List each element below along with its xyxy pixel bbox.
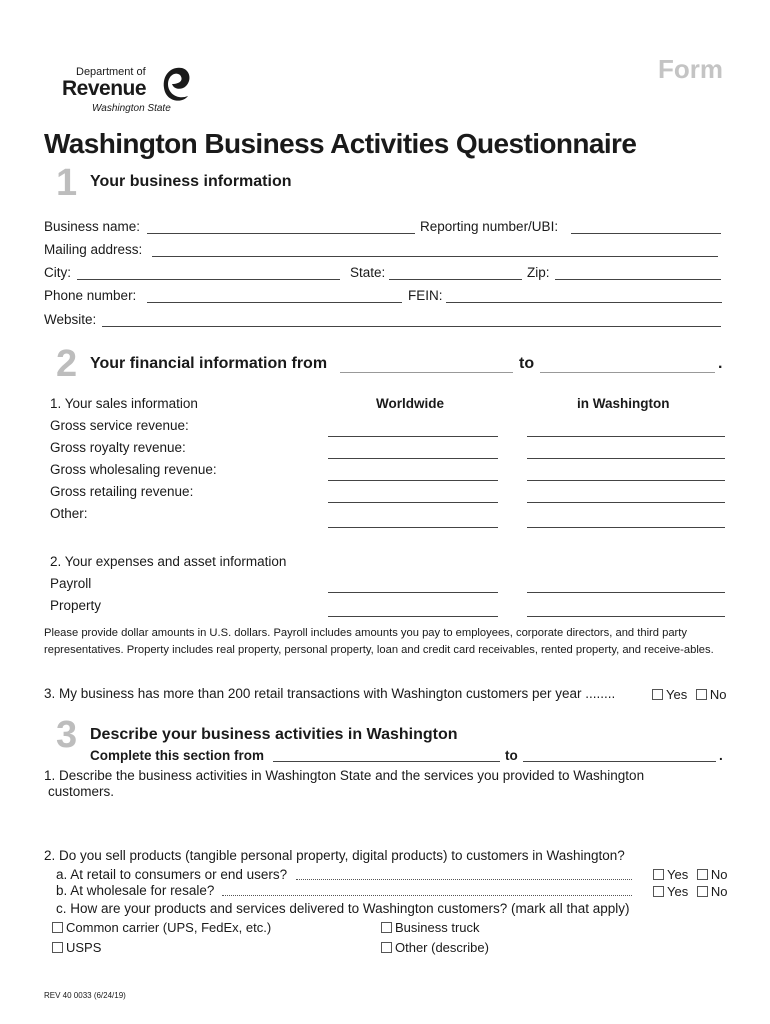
form-title: Washington Business Activities Questionnaire	[44, 128, 637, 159]
q2a-yes-checkbox[interactable]	[653, 869, 664, 880]
website-field[interactable]	[102, 326, 721, 327]
agency-line3: Washington State	[92, 103, 171, 114]
expenses-heading: 2. Your expenses and asset information	[50, 554, 287, 569]
q2a-yes-label: Yes	[667, 867, 689, 882]
revenue-logo-icon	[158, 62, 194, 104]
fein-label: FEIN:	[408, 288, 443, 303]
amounts-note: Please provide dollar amounts in U.S. dollars. Payroll includes amounts you pay to employees, corporate directors, and third party representatives. Property includes real property, personal property, loan and credit card receivables, rented property, and receive-ables.	[44, 627, 714, 656]
phone-field[interactable]	[147, 302, 402, 303]
activity-period-end-field[interactable]	[523, 761, 716, 762]
phone-label: Phone number:	[44, 288, 137, 303]
retailing-revenue-washington-field[interactable]	[527, 502, 725, 503]
fein-field[interactable]	[446, 302, 722, 303]
sales-row-label: Gross wholesaling revenue:	[50, 462, 217, 477]
delivery-option-usps	[52, 940, 101, 955]
business-name-field[interactable]	[147, 233, 415, 234]
section3-period-label: Complete this section from	[90, 748, 265, 763]
q2b-text: b. At wholesale for resale?	[56, 883, 215, 898]
other-revenue-worldwide-field[interactable]	[328, 527, 498, 528]
q1-line2: customers.	[48, 784, 115, 799]
q1-answer-area[interactable]	[44, 802, 724, 846]
col-washington: in Washington	[577, 396, 670, 411]
agency-line1: Department of	[76, 66, 146, 78]
q1-line1: 1. Describe the business activities in Washington State and the services you provided to Washington	[44, 768, 645, 783]
other-describe-checkbox[interactable]	[381, 942, 392, 953]
delivery-option-label: USPS	[66, 940, 102, 955]
sales-heading: 1. Your sales information	[50, 396, 198, 411]
common-carrier-checkbox[interactable]	[52, 922, 63, 933]
activity-period-start-field[interactable]	[273, 761, 500, 762]
footer-form-code: REV 40 0033 (6/24/19)	[44, 991, 126, 1000]
expense-row-label: Payroll	[50, 576, 92, 591]
section3-title: Describe your business activities in Washington	[90, 726, 458, 743]
city-field[interactable]	[77, 279, 340, 280]
q2b-answers	[653, 884, 727, 899]
section3-period: .	[719, 748, 723, 763]
q3-no-label: No	[709, 687, 727, 702]
q2b-yes-checkbox[interactable]	[653, 886, 664, 897]
wholesaling-revenue-washington-field[interactable]	[527, 480, 725, 481]
q2b-yes-label: Yes	[667, 884, 689, 899]
col-worldwide: Worldwide	[376, 396, 445, 411]
q3-yes-label: Yes	[666, 687, 688, 702]
retailing-revenue-worldwide-field[interactable]	[328, 502, 498, 503]
q2a-answers	[653, 867, 727, 882]
q3-answers	[652, 687, 726, 702]
sales-row-label: Gross service revenue:	[50, 418, 189, 433]
delivery-option-label: Common carrier (UPS, FedEx, etc.)	[66, 920, 272, 935]
delivery-option-other	[381, 940, 489, 955]
financial-period-start-field[interactable]	[340, 372, 513, 373]
delivery-option-label: Other (describe)	[395, 940, 489, 955]
mailing-address-field[interactable]	[152, 256, 718, 257]
royalty-revenue-worldwide-field[interactable]	[328, 458, 498, 459]
q2a-text: a. At retail to consumers or end users?	[56, 867, 288, 882]
city-label: City:	[44, 265, 71, 280]
reporting-number-label: Reporting number/UBI:	[420, 219, 559, 234]
financial-period-end-field[interactable]	[540, 372, 715, 373]
agency-logo	[62, 62, 202, 122]
section2-period: .	[718, 355, 723, 372]
section3-number: 3	[56, 714, 78, 756]
zip-field[interactable]	[555, 279, 721, 280]
royalty-revenue-washington-field[interactable]	[527, 458, 725, 459]
section2-title: Your financial information from	[90, 355, 328, 372]
sales-row-label: Gross royalty revenue:	[50, 440, 186, 455]
reporting-number-field[interactable]	[571, 233, 721, 234]
payroll-washington-field[interactable]	[527, 592, 725, 593]
agency-line2: Revenue	[62, 77, 147, 100]
zip-label: Zip:	[527, 265, 550, 280]
q2-text: 2. Do you sell products (tangible personal property, digital products) to customers in Washington?	[44, 848, 625, 863]
delivery-option-business-truck	[381, 920, 480, 935]
property-worldwide-field[interactable]	[328, 616, 498, 617]
section2-number: 2	[56, 343, 78, 385]
q2b-no-label: No	[710, 884, 728, 899]
expense-row-label: Property	[50, 598, 102, 613]
wholesaling-revenue-worldwide-field[interactable]	[328, 480, 498, 481]
delivery-option-common-carrier	[52, 920, 271, 935]
property-washington-field[interactable]	[527, 616, 725, 617]
usps-checkbox[interactable]	[52, 942, 63, 953]
q3-yes-checkbox[interactable]	[652, 689, 663, 700]
q2c-text: c. How are your products and services delivered to Washington customers? (mark all that apply)	[56, 901, 630, 916]
payroll-worldwide-field[interactable]	[328, 592, 498, 593]
section2-to: to	[519, 355, 535, 372]
state-field[interactable]	[389, 279, 522, 280]
section1-number: 1	[56, 162, 78, 204]
business-name-label: Business name:	[44, 219, 141, 234]
business-truck-checkbox[interactable]	[381, 922, 392, 933]
q3-no-checkbox[interactable]	[696, 689, 707, 700]
q3-text: 3. My business has more than 200 retail transactions with Washington customers per year ........	[44, 686, 616, 701]
delivery-option-label: Business truck	[395, 920, 480, 935]
service-revenue-worldwide-field[interactable]	[328, 436, 498, 437]
q2b-no-checkbox[interactable]	[697, 886, 708, 897]
other-revenue-washington-field[interactable]	[527, 527, 725, 528]
state-label: State:	[350, 265, 386, 280]
q2b-leader	[222, 895, 632, 896]
section1-title: Your business information	[90, 173, 292, 190]
q2a-no-checkbox[interactable]	[697, 869, 708, 880]
form-corner-label: Form	[658, 54, 723, 84]
q2a-no-label: No	[710, 867, 728, 882]
sales-row-label: Other:	[50, 506, 88, 521]
section3-to: to	[505, 748, 518, 763]
website-label: Website:	[44, 312, 97, 327]
q2a-leader	[296, 879, 632, 880]
mailing-address-label: Mailing address:	[44, 242, 143, 257]
sales-row-label: Gross retailing revenue:	[50, 484, 194, 499]
service-revenue-washington-field[interactable]	[527, 436, 725, 437]
